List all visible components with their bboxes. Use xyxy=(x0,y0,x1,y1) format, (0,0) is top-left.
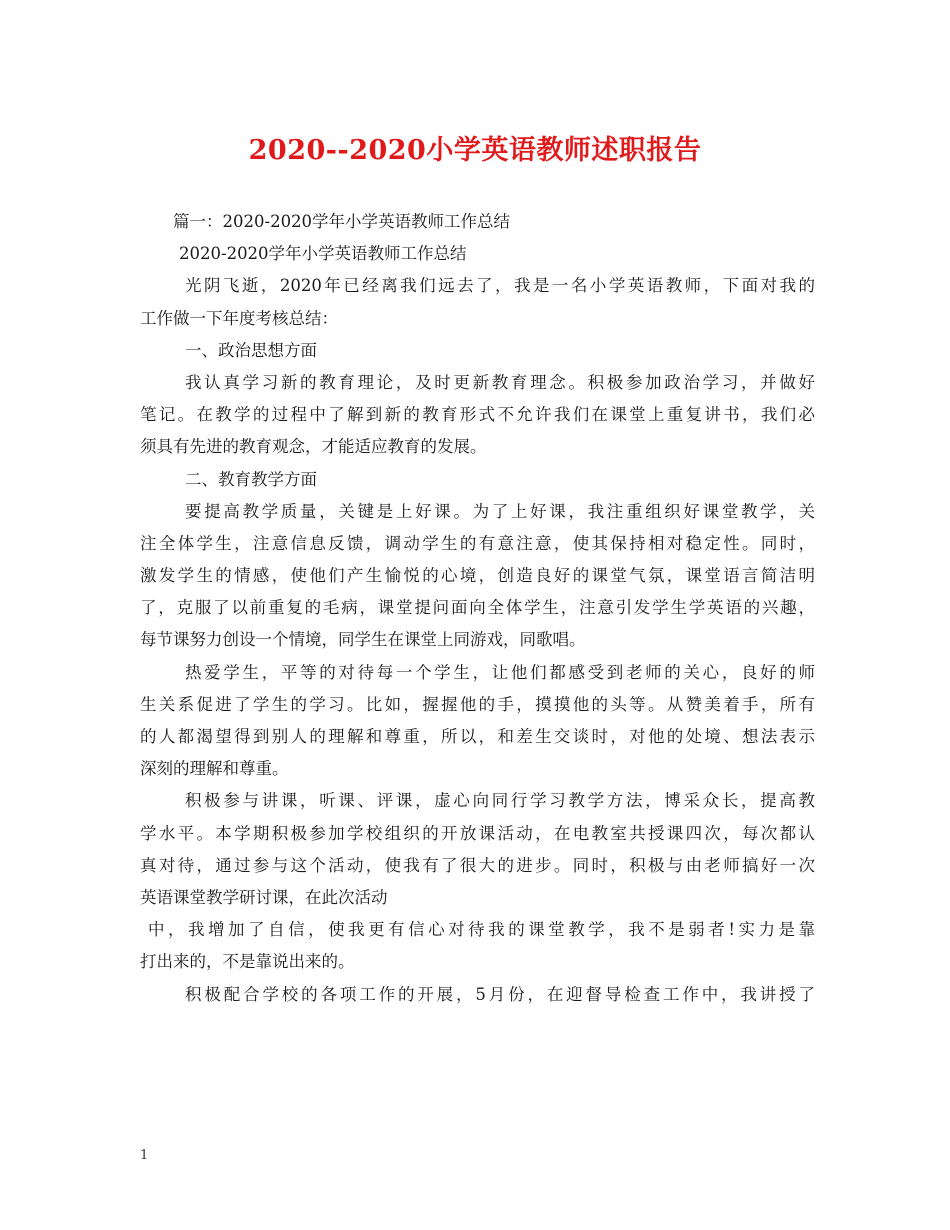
text-line: 生关系促进了学生的学习。比如，握握他的手，摸摸他的头等。从赞美着手，所有 xyxy=(140,694,815,714)
text-line: 了，克服了以前重复的毛病，课堂提问面向全体学生，注意引发学生学英语的兴趣， xyxy=(140,598,815,618)
text-line: 每节课努力创设一个情境，同学生在课堂上同游戏，同歌唱。 xyxy=(140,630,586,650)
text-line: 积极参与讲课，听课、评课，虚心向同行学习教学方法，博采众长，提高教 xyxy=(185,791,815,811)
text-line: 积极配合学校的各项工作的开展，5月份，在迎督导检查工作中，我讲授了 xyxy=(185,984,815,1004)
text-line: 注全体学生，注意信息反馈，调动学生的有意注意，使其保持相对稳定性。同时， xyxy=(140,533,815,553)
text-line: 热爱学生，平等的对待每一个学生，让他们都感受到老师的关心，良好的师 xyxy=(185,662,815,682)
text-line: 光阴飞逝，2020年已经离我们远去了，我是一名小学英语教师，下面对我的 xyxy=(185,276,815,296)
text-line: 深刻的理解和尊重。 xyxy=(140,759,289,779)
text-line: 打出来的，不是靠说出来的。 xyxy=(140,952,355,972)
text-line: 我认真学习新的教育理论，及时更新教育理念。积极参加政治学习，并做好 xyxy=(185,372,815,392)
text-line: 的人都渴望得到别人的理解和尊重，所以，和差生交谈时，对他的处境、想法表示 xyxy=(140,727,815,746)
page-number: 1 xyxy=(140,1148,149,1163)
text-line: 须具有先进的教育观念，才能适应教育的发展。 xyxy=(140,437,487,457)
section-heading: 二、教育教学方面 xyxy=(185,469,317,489)
text-line: 学水平。本学期积极参加学校组织的开放课活动，在电教室共授课四次，每次都认 xyxy=(140,823,815,843)
text-line: 激发学生的情感，使他们产生愉悦的心境，创造良好的课堂气氛，课堂语言简洁明 xyxy=(140,566,815,586)
text-line: 笔记。在教学的过程中了解到新的教育形式不允许我们在课堂上重复讲书，我们必 xyxy=(140,405,815,425)
document-body xyxy=(140,206,815,1011)
text-line: 工作做一下年度考核总结： xyxy=(140,308,338,328)
text-line: 英语课堂教学研讨课，在此次活动 xyxy=(140,887,388,907)
text-line: 篇一：2020-2020学年小学英语教师工作总结 xyxy=(173,212,511,231)
text-line: 要提高教学质量，关键是上好课。为了上好课，我注重组织好课堂教学，关 xyxy=(185,501,815,521)
section-heading: 一、政治思想方面 xyxy=(185,340,317,360)
text-line: 2020-2020学年小学英语教师工作总结 xyxy=(179,244,467,264)
text-line: 中，我增加了自信，使我更有信心对待我的课堂教学，我不是弱者!实力是靠 xyxy=(148,920,815,940)
text-line: 真对待，通过参与这个活动，使我有了很大的进步。同时，积极与由老师搞好一次 xyxy=(140,855,815,875)
document-title: 2020--2020小学英语教师述职报告 xyxy=(248,135,702,166)
